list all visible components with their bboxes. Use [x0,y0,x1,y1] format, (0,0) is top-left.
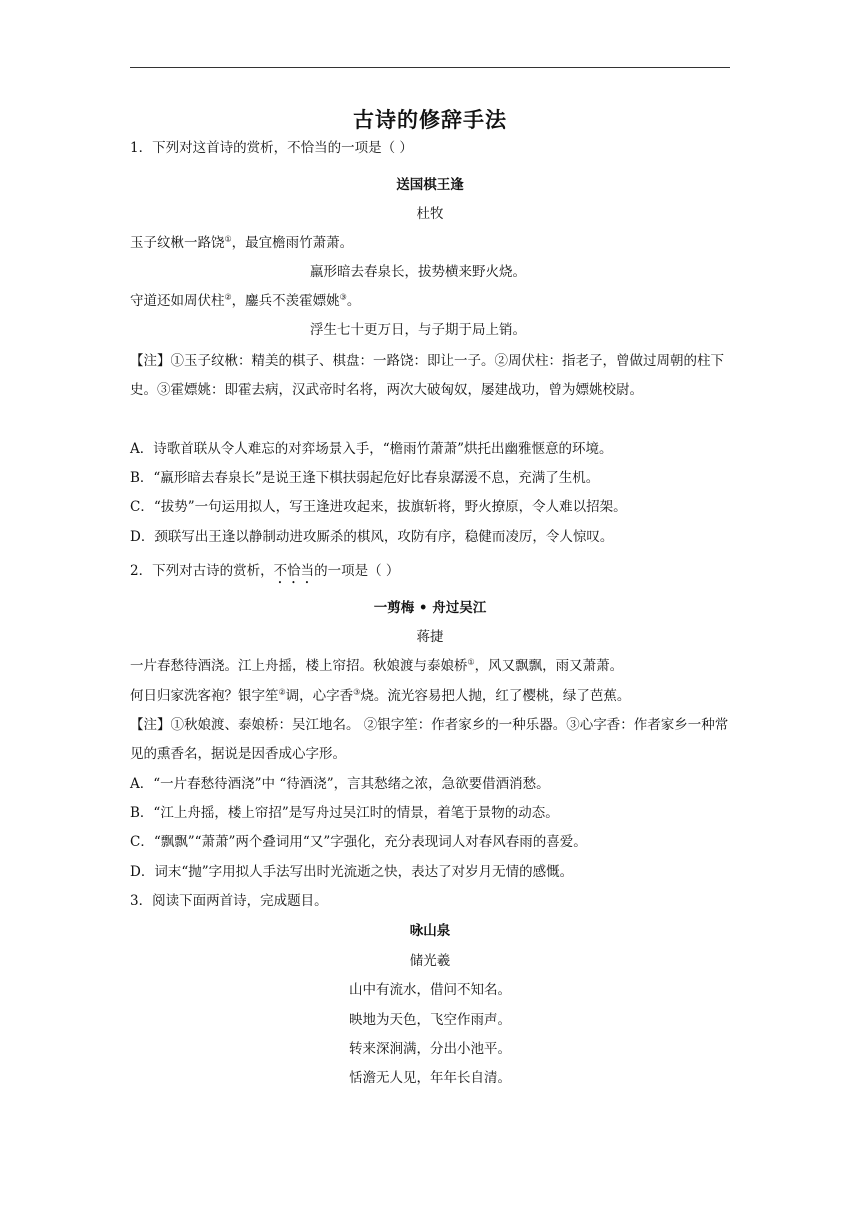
q2-author: 蒋捷 [416,629,444,645]
q3-poem-title: 咏山泉 [409,923,451,939]
q1-option-b: B．“羸形暗去春泉长”是说王逢下棋扶弱起危好比春泉潺湲不息，充满了生机。 [130,470,600,486]
q1-stem: 1．下列对这首诗的赏析，不恰当的一项是（ ） [130,140,413,156]
q2-poem-title: 一剪梅 • 舟过吴江 [373,600,487,616]
q2-option-c: C．“飘飘”“萧萧”两个叠词用“又”字强化，充分表现词人对春风春雨的喜爱。 [130,834,587,850]
q1-note: 【注】①玉子纹楸：精美的棋子、棋盘：一路饶：即让一子。②周伏柱：指老子，曾做过周朝的柱下史。③霍嫖姚：即霍去病，汉武帝时名将，两次大破匈奴，屡建战功，曾为嫖姚校尉。 [130,353,724,398]
q2-poem-line-1: 一片春愁待酒浇。江上舟摇，楼上帘招。秋娘渡与泰娘桥①，风又飘飘，雨又萧萧。 [130,657,624,674]
header-rule [130,67,730,68]
q1-poem-line-3: 守道还如周伏柱②，鏖兵不羡霍嫖姚③。 [130,292,361,309]
q3-poem-line-4: 恬澹无人见，年年长自清。 [349,1070,511,1086]
q1-option-c: C．“拔势”一句运用拟人，写王逢进攻起来，拔旗斩将，野火撩原，令人难以招架。 [130,499,627,515]
q3-stem: 3．阅读下面两首诗，完成题目。 [130,893,328,909]
q3-poem-line-1: 山中有流水，借问不知名。 [349,982,511,998]
q1-option-d: D．颈联写出王逢以静制动进攻厮杀的棋风，攻防有序，稳健而凌厉，令人惊叹。 [130,529,614,545]
q2-poem-line-2: 何日归家洗客袍？银字笙②调，心字香③烧。流光容易把人抛，红了樱桃，绿了芭蕉。 [130,687,631,704]
q1-poem-line-4: 浮生七十更万日，与子期于局上销。 [310,322,526,338]
q2-option-b: B．“江上舟摇，楼上帘招”是写舟过吴江时的情景，着笔于景物的动态。 [130,805,559,821]
q1-poem-line-2: 羸形暗去春泉长，拔势横来野火烧。 [310,264,526,280]
q2-stem: 2．下列对古诗的赏析，不恰当的一项是（ ） [130,563,400,579]
q3-author: 储光羲 [409,953,451,969]
q2-option-a: A．“一片春愁待酒浇”中 “待酒浇”，言其愁绪之浓，急欲要借酒消愁。 [130,776,550,792]
q3-poem-line-2: 映地为天色，飞空作雨声。 [349,1012,511,1028]
page-title: 古诗的修辞手法 [353,108,507,132]
q2-option-d: D．词末“抛”字用拟人手法写出时光流逝之快，表达了对岁月无情的感慨。 [130,864,574,880]
q1-poem-line-1: 玉子纹楸一路饶①，最宜檐雨竹萧萧。 [130,234,354,251]
q1-author: 杜牧 [416,206,444,222]
q1-option-a: A．诗歌首联从令人难忘的对弈场景入手，“檐雨竹萧萧”烘托出幽雅惬意的环境。 [130,441,613,457]
emphasis-not-appropriate: 不恰当 [273,563,315,579]
q1-poem-title: 送国棋王逢 [396,177,464,193]
q2-note: 【注】①秋娘渡、泰娘桥：吴江地名。 ②银字笙：作者家乡的一种乐器。③心字香：作者家乡一种常见的熏香名，据说是因香成心字形。 [130,717,729,762]
q3-poem-line-3: 转来深涧满，分出小池平。 [349,1041,511,1057]
